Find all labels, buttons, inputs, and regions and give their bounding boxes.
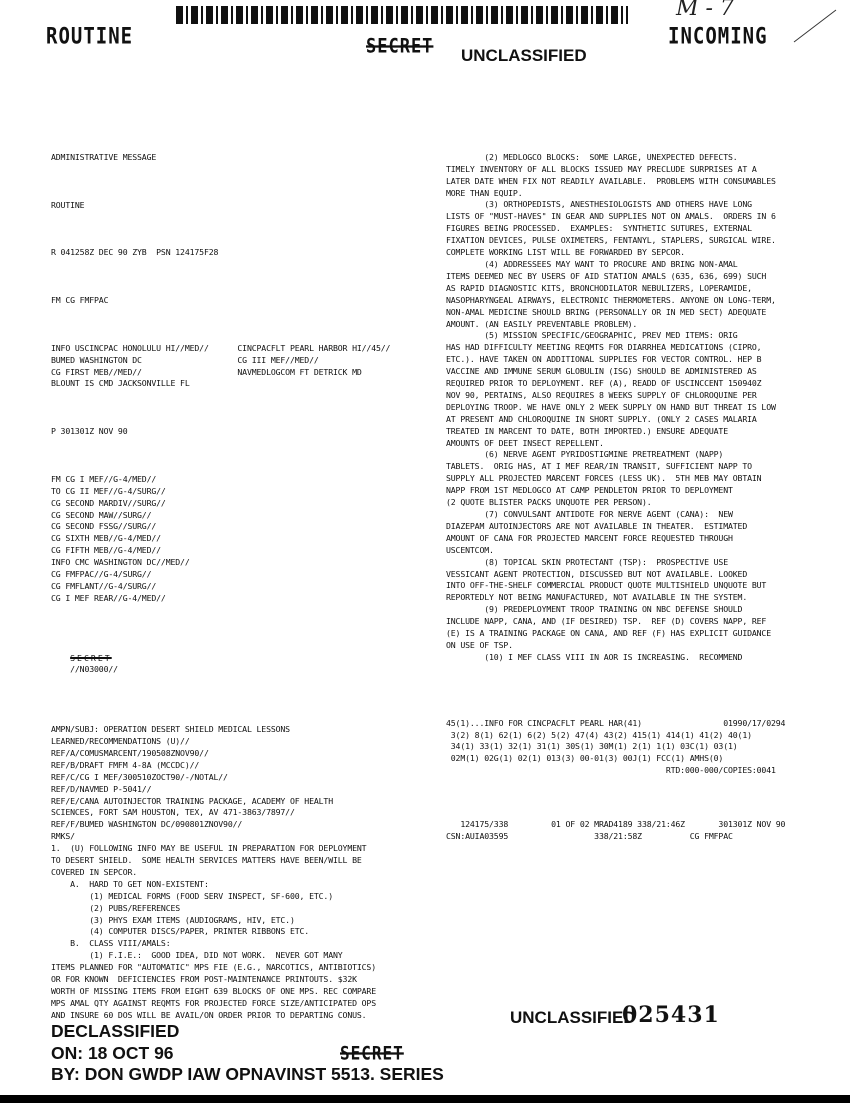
message-trailer: 124175/338 01 OF 02 MRAD4189 338/21:46Z 301301Z NOV 90 CSN:AUIA03595 338/21:58Z CG FMFPAC — [446, 818, 786, 841]
remarks-continued: (2) MEDLOGCO BLOCKS: SOME LARGE, UNEXPECTED DEFECTS. TIMELY INVENTORY OF ALL BLOCKS ISSUED MAY PRECLUDE SURPRISES AT A LATER DATE WHEN FIX NOT READILY AVAILABLE. PROBLEMS WITH CONSUMABLES MORE THAN EQUIP. (3) ORTHOPEDISTS, ANESTHESIOLOGISTS AND OTHERS HAVE LONG LISTS OF "MUST-HAVES" IN GEAR AND SUPPLIES NOT ON AMALS. ORDERS IN 6 FIGURES BEING PROCESSED. EXAMPLES: SYNTHETIC SUTURES, EXTERNAL FIXATION DEVICES, PULSE OXIMETERS, FENTANYL, STAPLERS, SURGICAL WIRE. COMPLETE WORKING LIST WILL BE FORWARDED BY SEPCOR. (4) ADDRESSEES MAY WANT TO PROCURE AND BRING NON-AMAL ITEMS DEEMED NEC BY USERS OF AID STATION AMALS (635, 636, 699) SUCH AS RAPID DIAGNOSTIC KITS, BRONCHODILATOR NEBULIZERS, LOPERAMIDE, NASOPHARYNGEAL AIRWAYS, ELECTRONIC THERMOMETERS. ANYONE ON LONG-TERM, NON-AMAL MEDICINE SHOULD BRING (PERSONALLY OR IN MED SECT) ADEQUATE AMOUNT. (AN EASILY PREVENTABLE PROBLEM). (5) MISSION SPECIFIC/GEOGRAPHIC, PREV MED ITEMS: ORIG HAS HAD DIFFICULTY MEETING REQMTS FOR DIARRHEA MEDICATIONS (CIPRO, ETC.). HAVE TAKEN ON ADDITIONAL SUPPLIES FOR VECTOR CONTROL. HEP B VACCINE AND IMMUNE SERUM GLOBULIN (ISG) SHOULD BE ADMINISTERED AS REQUIRED PRIOR TO DEPLOYMENT. REF (A), READD OF USCINCCENT 150940Z NOV 90, PERTAINS, ALSO REQUIRES 8 WEEKS SUPPLY OF CHLOROQUINE PER DEPLOYING TROOP. WE HAVE ONLY 2 WEEK SUPPLY ON HAND BUT THREAT IS LOW AT PRESENT AND CHLOROQUINE IN SHORT SUPPLY. (ONLY 2 CASES MALARIA TREATED IN MARCENT TO DATE, BOTH IMPORTED.) ENSURE ADEQUATE AMOUNTS OF DEET INSECT REPELLENT. (6) NERVE AGENT PYRIDOSTIGMINE PRETREATMENT (NAPP) TABLETS. ORIG HAS, AT I MEF REAR/IN TRANSIT, SUFFICIENT NAPP TO SUPPLY ALL PROJECTED MARCENT FORCES (LESS UK). 5TH MEB MAY OBTAIN NAPP FROM 1ST MEDLOGCO AT CAMP PENDLETON PRIOR TO DEPLOYMENT (2 QUOTE BLISTER PACKS UNQUOTE PER PERSON). (7) CONVULSANT ANTIDOTE FOR NERVE AGENT (CANA): NEW DIAZEPAM AUTOINJECTORS ARE NOT AVAILABLE IN THEATER. ESTIMATED AMOUNT OF CANA FOR PROJECTED MARCENT FORCE REQUESTED THROUGH USCENTCOM. (8) TOPICAL SKIN PROTECTANT (TSP): PROSPECTIVE USE VESSICANT AGENT PROTECTION, DISCUSSED BUT NOT AVAILABLE. LOOKED INTO OFF-THE-SHELF COMMERCIAL PRODUCT QUOTE MULTISHIELD UNQUOTE BUT REPORTEDLY NOT BEING MANUFACTURED, NOT AVAILABLE IN THE SYSTEM. (9) PREDEPLOYMENT TROOP TRAINING ON NBC DEFENSE SHOULD INCLUDE NAPP, CANA, AND (IF DESIRED) TSP. REF (D) COVERS NAPP, REF (E) IS A TRAINING PACKAGE ON CANA, AND REF (F) HAS EXPLICIT GUIDANCE ON USE OF TSP. (10) I MEF CLASS VIII IN AOR IS INCREASING. RECOMMEND — [446, 151, 776, 662]
classification-line — [51, 641, 390, 689]
declassification-authority: BY: DON GWDP IAW OPNAVINST 5513. SERIES — [51, 1064, 444, 1084]
to-addressees: FM CG I MEF//G-4/MED// TO CG II MEF//G-4/SURG// CG SECOND MARDIV//SURG// CG SECOND MAW//SURG// CG SECOND FSSG//SURG// CG SIXTH MEB//G-4/MED// CG FIFTH MEB//G-4/MED// INFO CMC WASHINGTON DC//MED// CG FMFPAC//G-4/SURG// CG FMFLANT//G-4/SURG// CG I MEF REAR//G-4/MED// — [51, 473, 190, 603]
left-message-column — [51, 128, 390, 1034]
routine-label: ROUTINE — [46, 24, 134, 50]
pen-mark — [790, 6, 840, 46]
barcode — [176, 6, 628, 24]
incoming-label: INCOMING — [668, 24, 768, 50]
handwritten-note: M - 7 — [676, 0, 734, 21]
secret-redacted: SECRET — [70, 652, 112, 663]
unclassified-marking-bottom: UNCLASSIFIED — [510, 1008, 636, 1027]
precedence: ROUTINE — [51, 199, 85, 210]
declassified-label: DECLASSIFIED — [51, 1021, 180, 1041]
unclassified-marking-top: UNCLASSIFIED — [461, 46, 587, 65]
declassified-date: ON: 18 OCT 96 — [51, 1043, 174, 1063]
original-dtg: P 301301Z NOV 90 — [51, 426, 128, 437]
subject-and-remarks: AMPN/SUBJ: OPERATION DESERT SHIELD MEDICAL LESSONS LEARNED/RECOMMENDATIONS (U)// REF/A/COMUSMARCENT/190508ZNOV90// REF/B/DRAFT FMFM 4-8A (MCCDC)// REF/C/CG I MEF/300510ZOCT90/-/NOTAL// REF/D/NAVMED P-5041// REF/E/CANA AUTOINJECTOR TRAINING PACKAGE, ACADEMY OF HEALTH SCIENCES, FORT SAM HOUSTON, TEX, AV 471-3863/7897// REF/F/BUMED WASHINGTON DC/090801ZNOV90// RMKS/ 1. (U) FOLLOWING INFO MAY BE USEFUL IN PREPARATION FOR DEPLOYMENT TO DESERT SHIELD. SOME HEALTH SERVICES MATTERS HAVE BEEN/WILL BE COVERED IN SEPCOR. A. HARD TO GET NON-EXISTENT: (1) MEDICAL FORMS (FOOD SERV INSPECT, SF-600, ETC.) (2) PUBS/REFERENCES (3) PHYS EXAM ITEMS (AUDIOGRAMS, HIV, ETC.) (4) COMPUTER DISCS/PAPER, PRINTER RIBBONS ETC. B. CLASS VIII/AMALS: (1) F.I.E.: GOOD IDEA, DID NOT WORK. NEVER GOT MANY ITEMS PLANNED FOR "AUTOMATIC" MPS FIE (E.G., NARCOTICS, ANTIBIOTICS) OR FOR KNOWN DEFICIENCIES FROM POST-MAINTENANCE PRINTOUTS. $32K WORTH OF MISSING ITEMS FROM EIGHT 639 BLOCKS OF ONE MPS. REC COMPARE MPS AMAL QTY AGAINST REQMTS FOR PROJECTED FORCE SIZE/ANTICIPATED OPS AND INSURE 60 DOS WILL BE AVAIL/ON ORDER PRIOR TO DEPARTING CONUS. — [51, 724, 376, 1020]
classification-code: //N03000// — [70, 664, 118, 675]
distribution-list: 45(1)...INFO FOR CINCPACFLT PEARL HAR(41) 01990/17/0294 3(2) 8(1) 62(1) 6(2) 5(2) 47(4) 43(2) 415(1) 414(1) 41(2) 40(1) 34(1) 33(1) 32(1) 31(1) 30S(1) 30M(1) 2(1) 1(1) 03C(1) 03(1) 02M(1) 02G(1) 02(1) 013(3) 00-01(3) 00J(1) FCC(1) AMHS(0) RTD:000-000/COPIES:0041 — [446, 717, 786, 776]
info-addressees: INFO USCINCPAC HONOLULU HI//MED// CINCPACFLT PEARL HARBOR HI//45// BUMED WASHINGTON DC CG III MEF//MED// CG FIRST MEB//MED// NAVMEDLOGCOM FT DETRICK MD BLOUNT IS CMD JACKSONVILLE FL — [51, 342, 391, 389]
scan-edge — [0, 1095, 850, 1103]
secret-marking-top: SECRET — [366, 35, 434, 58]
date-time-group: R 041258Z DEC 90 ZYB PSN 124175F28 — [51, 247, 219, 258]
message-type: ADMINISTRATIVE MESSAGE — [51, 151, 157, 162]
right-message-column — [446, 128, 785, 855]
document-stamp-number: 025431 — [622, 1002, 720, 1028]
secret-marking-bottom: SECRET — [340, 1042, 404, 1064]
from-line: FM CG FMFPAC — [51, 294, 109, 305]
